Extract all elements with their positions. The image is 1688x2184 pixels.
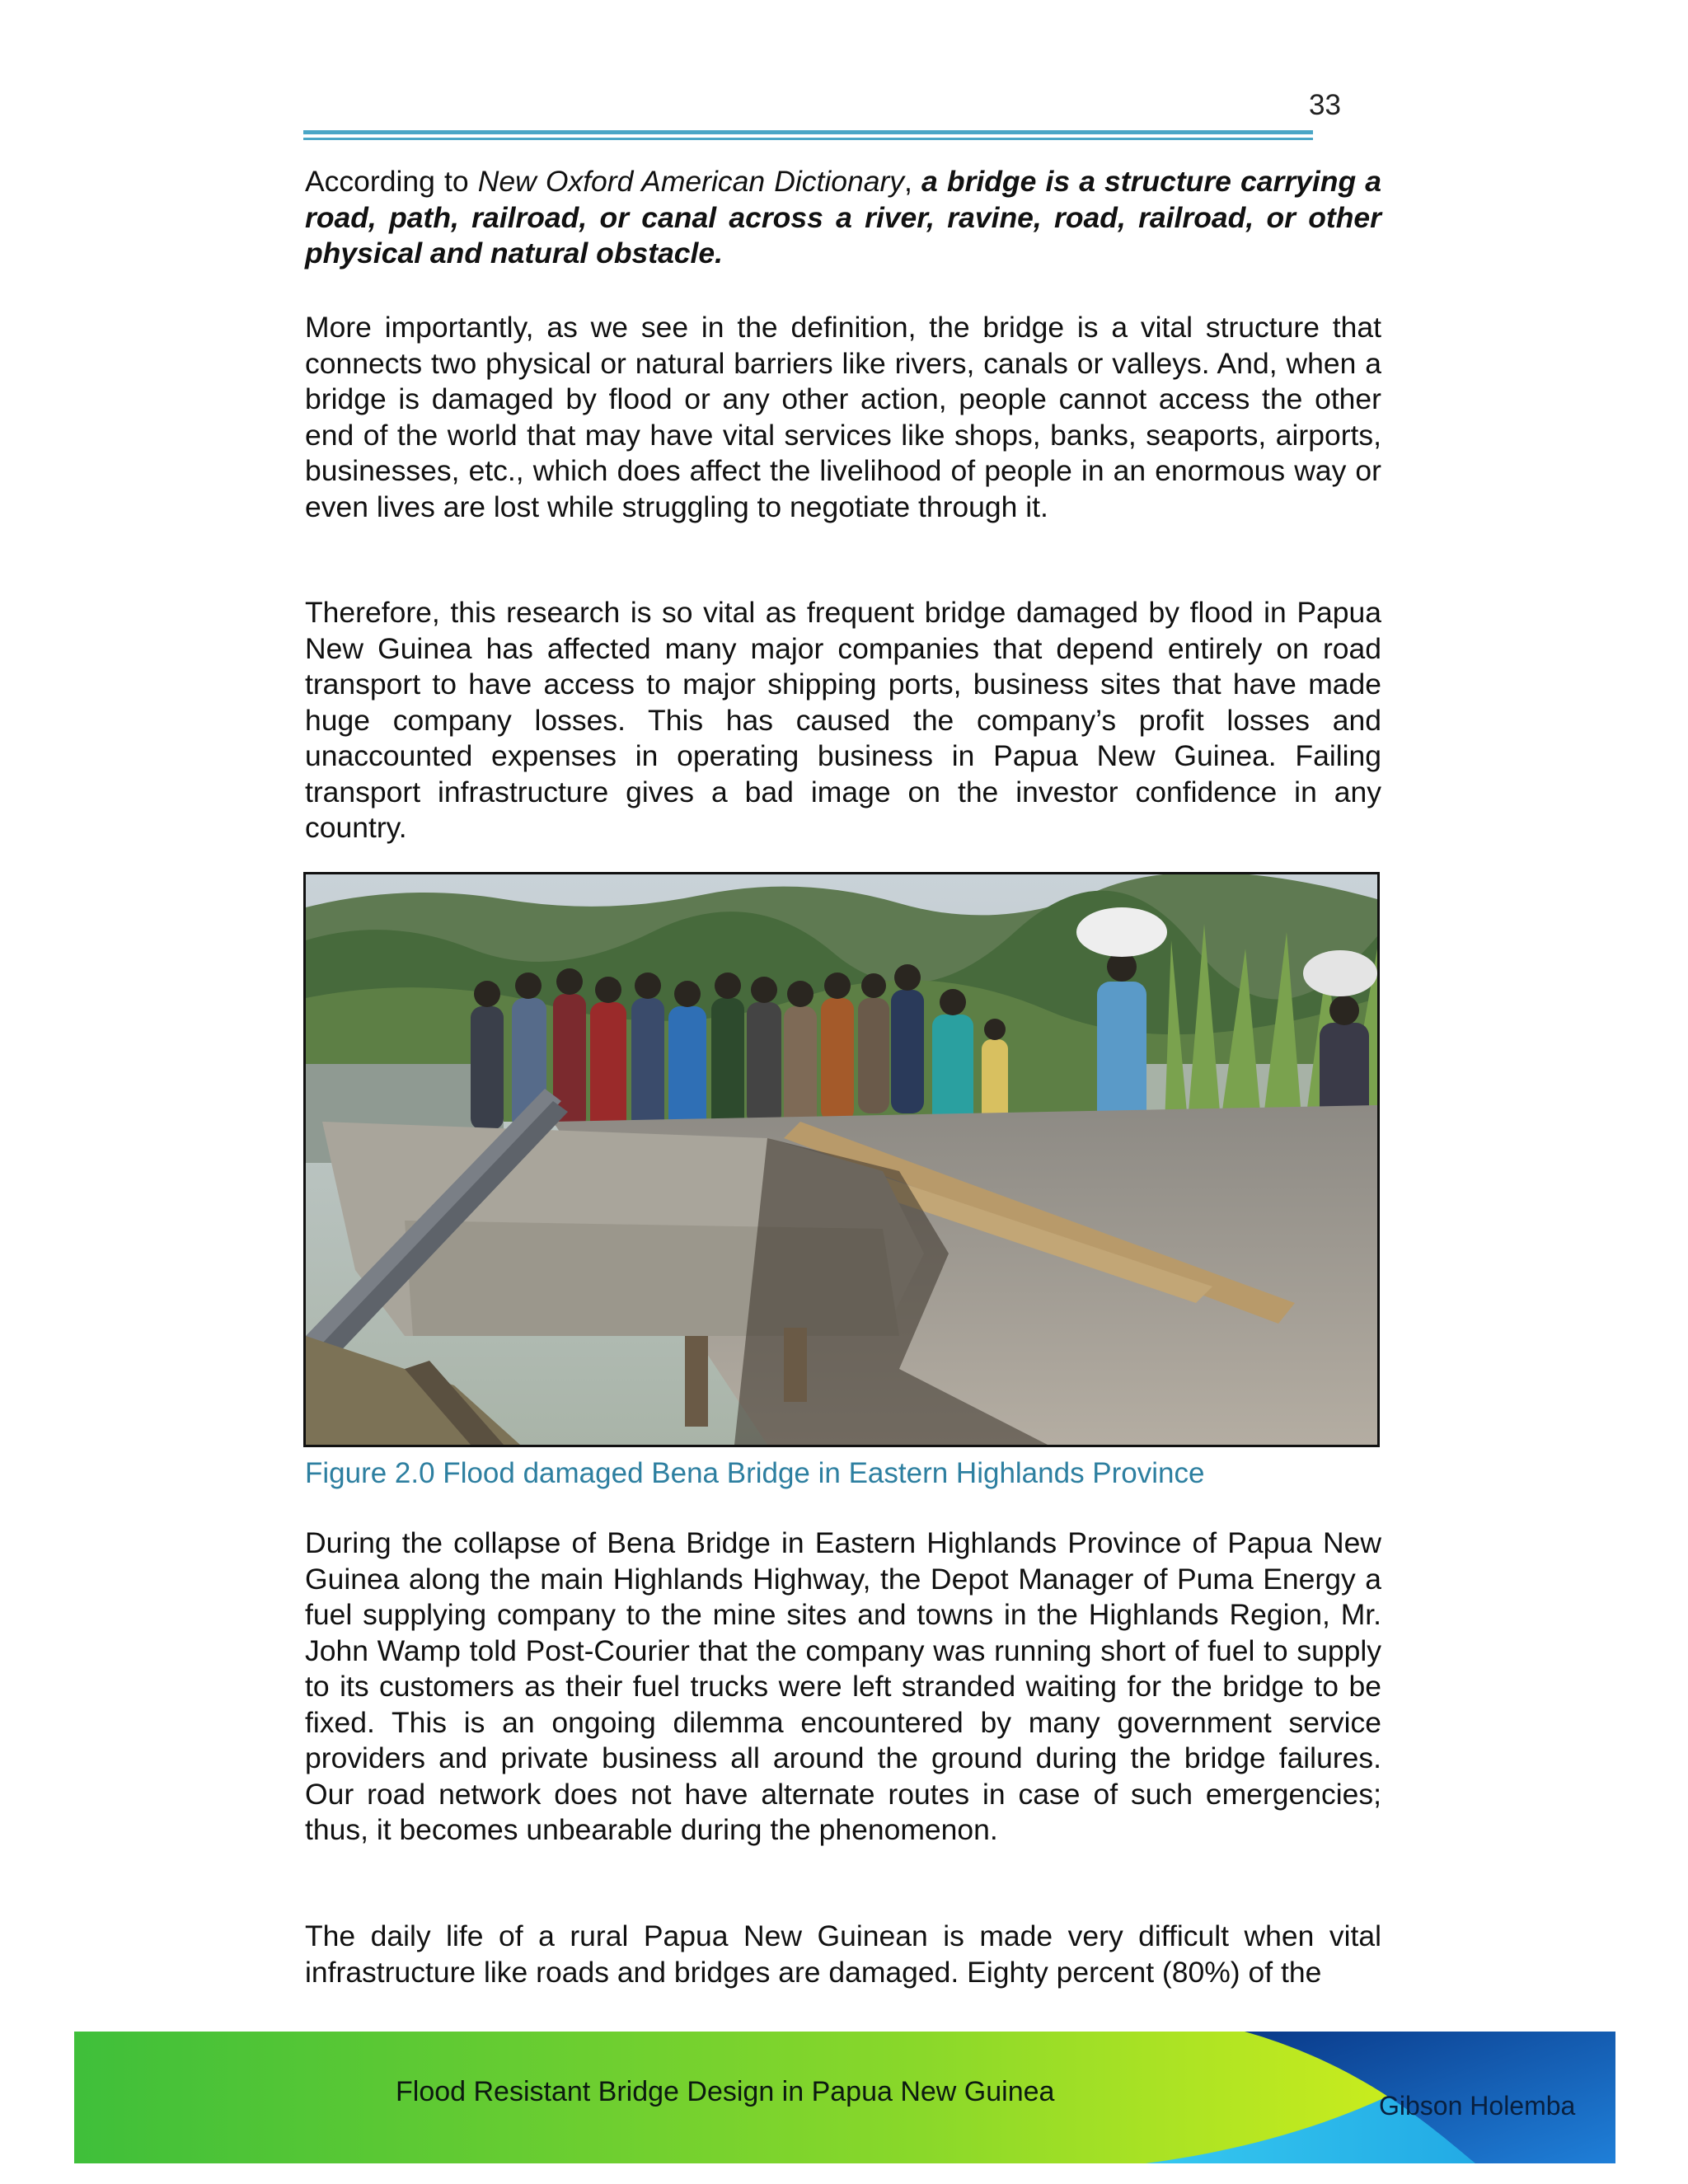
paragraph-research-vital: Therefore, this research is so vital as frequent bridge damaged by flood in Papua New Guinea has affected many major companies that depend entirely on road transport to have access to major shipping ports, business sites that have made huge company losses. This has caused the company’s profit losses and unaccounted expenses in operating business in Papua New Guinea. Failing transport infrastructure gives a bad image on the investor confidence in any country. — [305, 596, 1381, 844]
footer-title: Flood Resistant Bridge Design in Papua New Guinea — [396, 2076, 1055, 2107]
comma: , — [904, 165, 922, 198]
figure-caption: Figure 2.0 Flood damaged Bena Bridge in Eastern Highlands Province — [305, 1457, 1205, 1489]
dictionary-title: New Oxford American Dictionary — [477, 165, 905, 198]
page-number: 33 — [1309, 89, 1341, 121]
bridge-definition: a bridge is a structure carrying a road, path, railroad, or canal across a river, ravine, road, railroad, or other physical and natural obstacle. — [305, 165, 1381, 269]
header-rule — [303, 130, 1313, 142]
paragraph-rural-life: The daily life of a rural Papua New Guinean is made very difficult when vital infrastructure like roads and bridges are damaged. Eighty percent (80%) of the — [305, 1919, 1381, 1989]
paragraph-definition — [305, 164, 1381, 272]
bridge-photo-illustration — [306, 874, 1377, 1445]
paragraph-bena-bridge: During the collapse of Bena Bridge in Eastern Highlands Province of Papua New Guinea along the main Highlands Highway, the Depot Manager of Puma Energy a fuel supplying company to the mine sites and towns in the Highlands Region, Mr. John Wamp told Post-Courier that the company was running short of fuel to supply to its customers as their fuel trucks were left stranded waiting for the bridge to be fixed. This is an ongoing dilemma encountered by many government service providers and private business all around the ground during the bridge failures. Our road network does not have alternate routes in case of such emergencies; thus, it becomes unbearable during the phenomenon. — [305, 1526, 1381, 1846]
footer-author: Gibson Holemba — [1379, 2091, 1576, 2121]
paragraph-importance: More importantly, as we see in the definition, the bridge is a vital structure that connects two physical or natural barriers like rivers, canals or valleys. And, when a bridge is damaged by flood or any other action, people cannot access the other end of the world that may have vital services like shops, banks, seaports, airports, businesses, etc., which does affect the livelihood of people in an enormous way or even lives are lost while struggling to negotiate through it. — [305, 311, 1381, 523]
paragraph-lead: According to — [305, 165, 478, 198]
footer-banner — [74, 2032, 1615, 2163]
figure-photo — [303, 872, 1380, 1447]
